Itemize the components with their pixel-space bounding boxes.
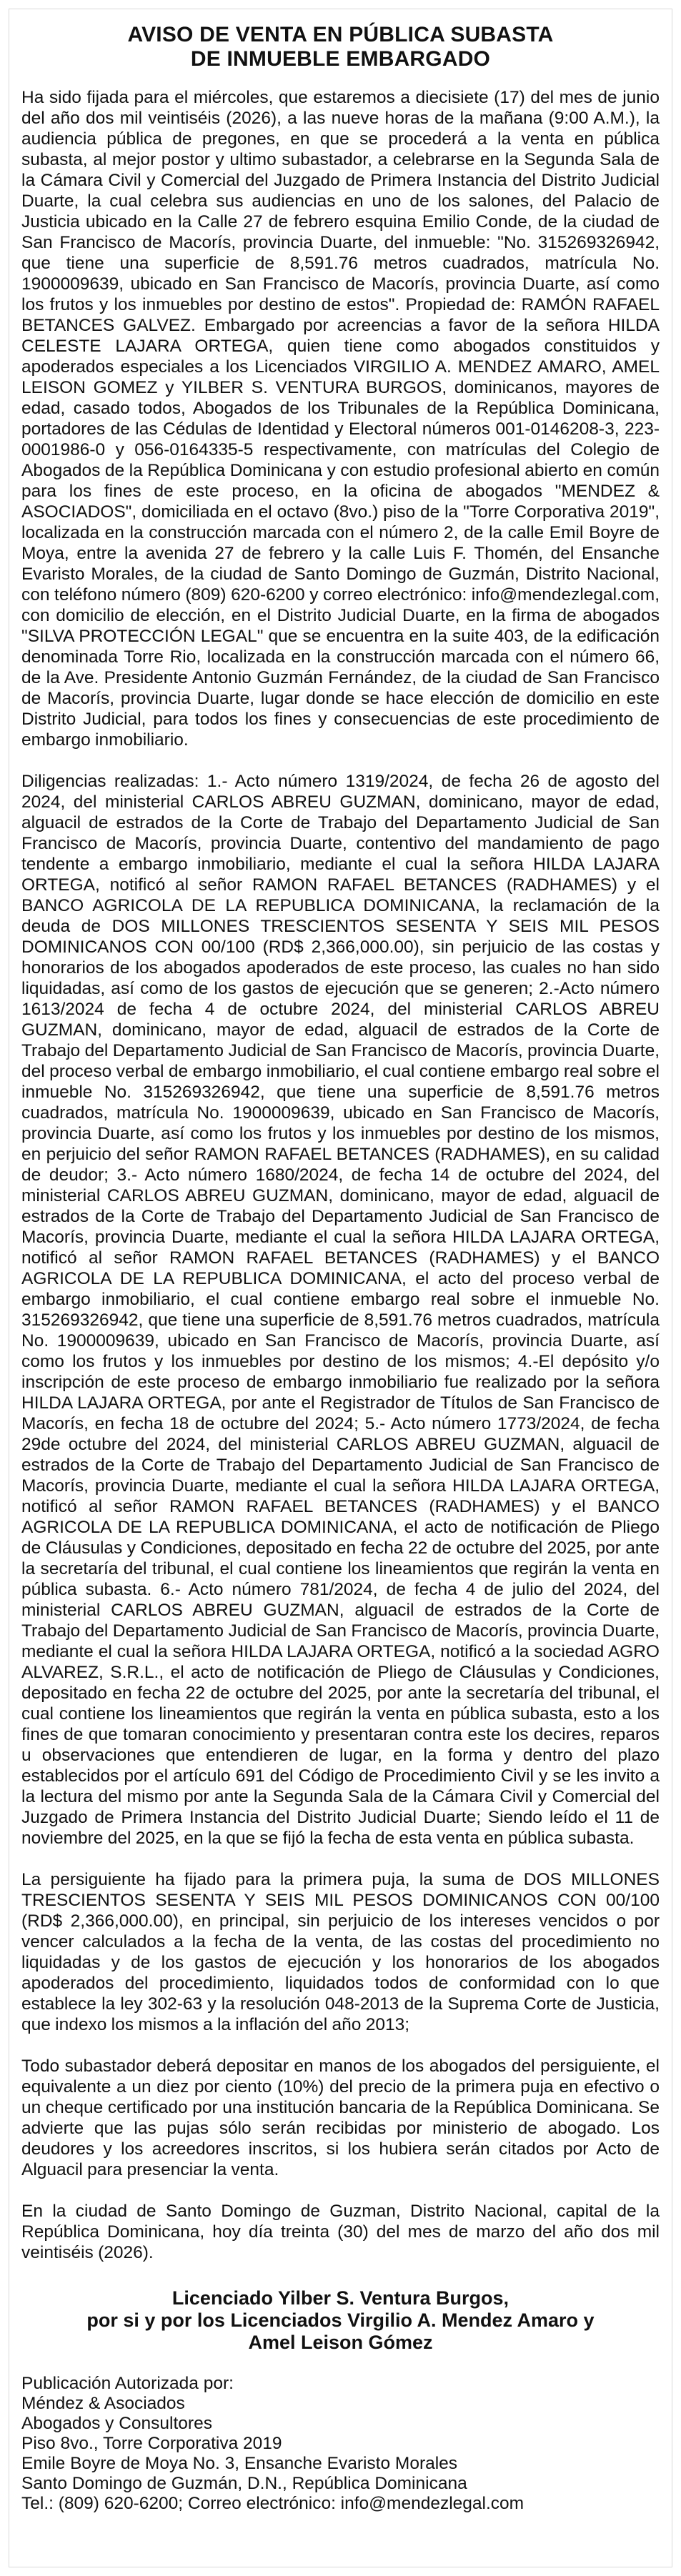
- auction-announcement-paragraph: Ha sido fijada para el miércoles, que estaremos a diecisiete (17) del mes de junio del año dos mil veintiséis (2026), a las nueve horas de la mañana (9:00 A.M.), la audiencia pública de pregones, en que se procederá a la venta en pública subasta, al mejor postor y ultimo subastador, a celebrarse en la Segunda Sala de la Cámara Civil y Comercial del Juzgado de Primera Instancia del Distrito Judicial Duarte, la cual celebra sus audiencias en uno de los salones, del Palacio de Justicia ubicado en la Calle 27 de febrero esquina Emilio Conde, de la ciudad de San Francisco de Macorís, provincia Duarte, del inmueble: "No. 315269326942, que tiene una superficie de 8,591.76 metros cuadrados, matrícula No. 1900009639, ubicado en San Francisco de Macorís, provincia Duarte, así como los frutos y los inmuebles por destino de estos". Propiedad de: RAMÓN RAFAEL BETANCES GALVEZ. Embargado por acreencias a favor de la señora HILDA CELESTE LAJARA ORTEGA, quien tiene como abogados constituidos y apoderados especiales a los Licenciados VIRGILIO A. MENDEZ AMARO, AMEL LEISON GOMEZ y YILBER S. VENTURA BURGOS, dominicanos, mayores de edad, casado todos, Abogados de los Tribunales de la República Dominicana, portadores de las Cédulas de Identidad y Electoral números 001-0146208-3, 223-0001986-0 y 056-0164335-5 respectivamente, con matrículas del Colegio de Abogados de la República Dominicana y con estudio profesional abierto en común para los fines de este proceso, en la oficina de abogados "MENDEZ & ASOCIADOS", domiciliada en el octavo (8vo.) piso de la "Torre Corporativa 2019", localizada en la construcción marcada con el número 2, de la calle Emil Boyre de Moya, entre la avenida 27 de febrero y la calle Luis F. Thomén, del Ensanche Evaristo Morales, de la ciudad de Santo Domingo de Guzmán, Distrito Nacional, con teléfono número (809) 620-6200 y correo electrónico: info@mendezlegal.com, con domicilio de elección, en el Distrito Judicial Duarte, en la firma de abogados "SILVA PROTECCIÓN LEGAL" que se encuentra en la suite 403, de la edificación denominada Torre Rio, localizada en la construcción marcada con el número 66, de la Ave. Presidente Antonio Guzmán Fernández, de la ciudad de San Francisco de Macorís, provincia Duarte, lugar donde se hace elección de domicilio en este Distrito Judicial, para todos los fines y consecuencias de este procedimiento de embargo inmobiliario.: [21, 88, 660, 750]
- bidder-deposit-paragraph: Todo subastador deberá depositar en manos de los abogados del persiguiente, el equivalente a un diez por ciento (10%) del precio de la primera puja en efectivo o un cheque certificado por una institución bancaria de la República Dominicana. Se advierte que las pujas sólo serán recibidas por ministerio de abogado. Los deudores y los acreedores inscritos, si los hubiera serán citados por Acto de Alguacil para presenciar la venta.: [21, 2057, 660, 2179]
- publication-line: Santo Domingo de Guzmán, D.N., República Dominicana: [21, 2474, 467, 2493]
- publication-line: Tel.: (809) 620-6200; Correo electrónico: info@mendezlegal.com: [21, 2494, 525, 2513]
- signature-line-3: Amel Leison Gómez: [248, 2332, 433, 2353]
- signature-block: [21, 2287, 660, 2354]
- signature-line-1: Licenciado Yilber S. Ventura Burgos,: [172, 2287, 509, 2309]
- publication-line: Méndez & Asociados: [21, 2394, 185, 2413]
- notice-title: [21, 23, 660, 71]
- notice-title-line-1: AVISO DE VENTA EN PÚBLICA SUBASTA: [127, 23, 554, 46]
- place-date-paragraph: En la ciudad de Santo Domingo de Guzman, Distrito Nacional, capital de la República Dominicana, hoy día treinta (30) del mes de marzo del año dos mil veintiséis (2026).: [21, 2202, 660, 2262]
- notice-title-line-2: DE INMUEBLE EMBARGADO: [190, 47, 491, 71]
- signature-line-2: por si y por los Licenciados Virgilio A. Mendez Amaro y: [86, 2309, 595, 2331]
- proceedings-paragraph: Diligencias realizadas: 1.- Acto número 1319/2024, de fecha 26 de agosto del 2024, del ministerial CARLOS ABREU GUZMAN, dominicano, mayor de edad, alguacil de estrados de la Corte de Trabajo del Departamento Judicial de San Francisco de Macorís, provincia Duarte, contentivo del mandamiento de pago tendente a embargo inmobiliario, mediante el cual la señora HILDA LAJARA ORTEGA, notificó al señor RAMON RAFAEL BETANCES (RADHAMES) y el BANCO AGRICOLA DE LA REPUBLICA DOMINICANA, la reclamación de la deuda de DOS MILLONES TRESCIENTOS SESENTA Y SEIS MIL PESOS DOMINICANOS CON 00/100 (RD$ 2,366,000.00), sin perjuicio de las costas y honorarios de los abogados apoderados de este proceso, las cuales no han sido liquidadas, así como de los gastos de ejecución que se generen; 2.-Acto número 1613/2024 de fecha 4 de octubre 2024, del ministerial CARLOS ABREU GUZMAN, dominicano, mayor de edad, alguacil de estrados de la Corte de Trabajo del Departamento Judicial de San Francisco de Macorís, provincia Duarte, del proceso verbal de embargo inmobiliario, el cual contiene embargo real sobre el inmueble No. 315269326942, que tiene una superficie de 8,591.76 metros cuadrados, matrícula No. 1900009639, ubicado en San Francisco de Macorís, provincia Duarte, así como los frutos y los inmuebles por destino de los mismos, en perjuicio del señor RAMON RAFAEL BETANCES (RADHAMES), en su calidad de deudor; 3.- Acto número 1680/2024, de fecha 14 de octubre del 2024, del ministerial CARLOS ABREU GUZMAN, dominicano, mayor de edad, alguacil de estrados de la Corte de Trabajo del Departamento Judicial de San Francisco de Macorís, provincia Duarte, mediante el cual la señora HILDA LAJARA ORTEGA, notificó al señor RAMON RAFAEL BETANCES (RADHAMES) y el BANCO AGRICOLA DE LA REPUBLICA DOMINICANA, el acto del proceso verbal de embargo inmobiliario, el cual contiene embargo real sobre el inmueble No. 315269326942, que tiene una superficie de 8,591.76 metros cuadrados, matrícula No. 1900009639, ubicado en San Francisco de Macorís, provincia Duarte, así como los frutos y los inmuebles por destino de los mismos; 4.-El depósito y/o inscripción de este proceso de embargo inmobiliario fue realizado por la señora HILDA LAJARA ORTEGA, por ante el Registrador de Títulos de San Francisco de Macorís, en fecha 18 de octubre del 2024; 5.- Acto número 1773/2024, de fecha 29de octubre del 2024, del ministerial CARLOS ABREU GUZMAN, alguacil de estrados de la Corte de Trabajo del Departamento Judicial de San Francisco de Macorís, provincia Duarte, mediante el cual la señora HILDA LAJARA ORTEGA, notificó al señor RAMON RAFAEL BETANCES (RADHAMES) y el BANCO AGRICOLA DE LA REPUBLICA DOMINICANA, el acto de notificación de Pliego de Cláusulas y Condiciones, depositado en fecha 22 de octubre del 2025, por ante la secretaría del tribunal, el cual contiene los lineamientos que regirán la venta en pública subasta. 6.- Acto número 781/2024, de fecha 4 de julio del 2024, del ministerial CARLOS ABREU GUZMAN, alguacil de estrados de la Corte de Trabajo del Departamento Judicial de San Francisco de Macorís, provincia Duarte, mediante el cual la señora HILDA LAJARA ORTEGA, notificó a la sociedad AGRO ALVAREZ, S.R.L., el acto de notificación de Pliego de Cláusulas y Condiciones, depositado en fecha 22 de octubre del 2025, por ante la secretaría del tribunal, el cual contiene los lineamientos que regirán la venta en pública subasta, esto a los fines de que tomaran conocimiento y presentaran contra este los decires, reparos u observaciones que entendieren de lugar, en la forma y dentro del plazo establecidos por el artículo 691 del Código de Procedimiento Civil y se les invito a la lectura del mismo por ante la Segunda Sala de la Cámara Civil y Comercial del Juzgado de Primera Instancia del Distrito Judicial Duarte; Siendo leído el 11 de noviembre del 2025, en la que se fijó la fecha de esta venta en pública subasta.: [21, 772, 660, 1848]
- publication-line: Publicación Autorizada por:: [21, 2374, 234, 2393]
- first-bid-paragraph: La persiguiente ha fijado para la primera puja, la suma de DOS MILLONES TRESCIENTOS SESENTA Y SEIS MIL PESOS DOMINICANOS CON 00/100 (RD$ 2,366,000.00), en principal, sin perjuicio de los intereses vencidos o por vencer calculados a la fecha de la venta, de las costas del procedimiento no liquidadas y de los gastos de ejecución y los honorarios de los abogados apoderados del procedimiento, liquidados todos de conformidad con lo que establece la ley 302-63 y la resolución 048-2013 de la Suprema Corte de Justicia, que indexo los mismos a la inflación del año 2013;: [21, 1870, 660, 2034]
- publication-info: [21, 2374, 660, 2514]
- publication-line: Emile Boyre de Moya No. 3, Ensanche Evaristo Morales: [21, 2454, 458, 2473]
- publication-line: Piso 8vo., Torre Corporativa 2019: [21, 2434, 282, 2453]
- publication-line: Abogados y Consultores: [21, 2414, 212, 2433]
